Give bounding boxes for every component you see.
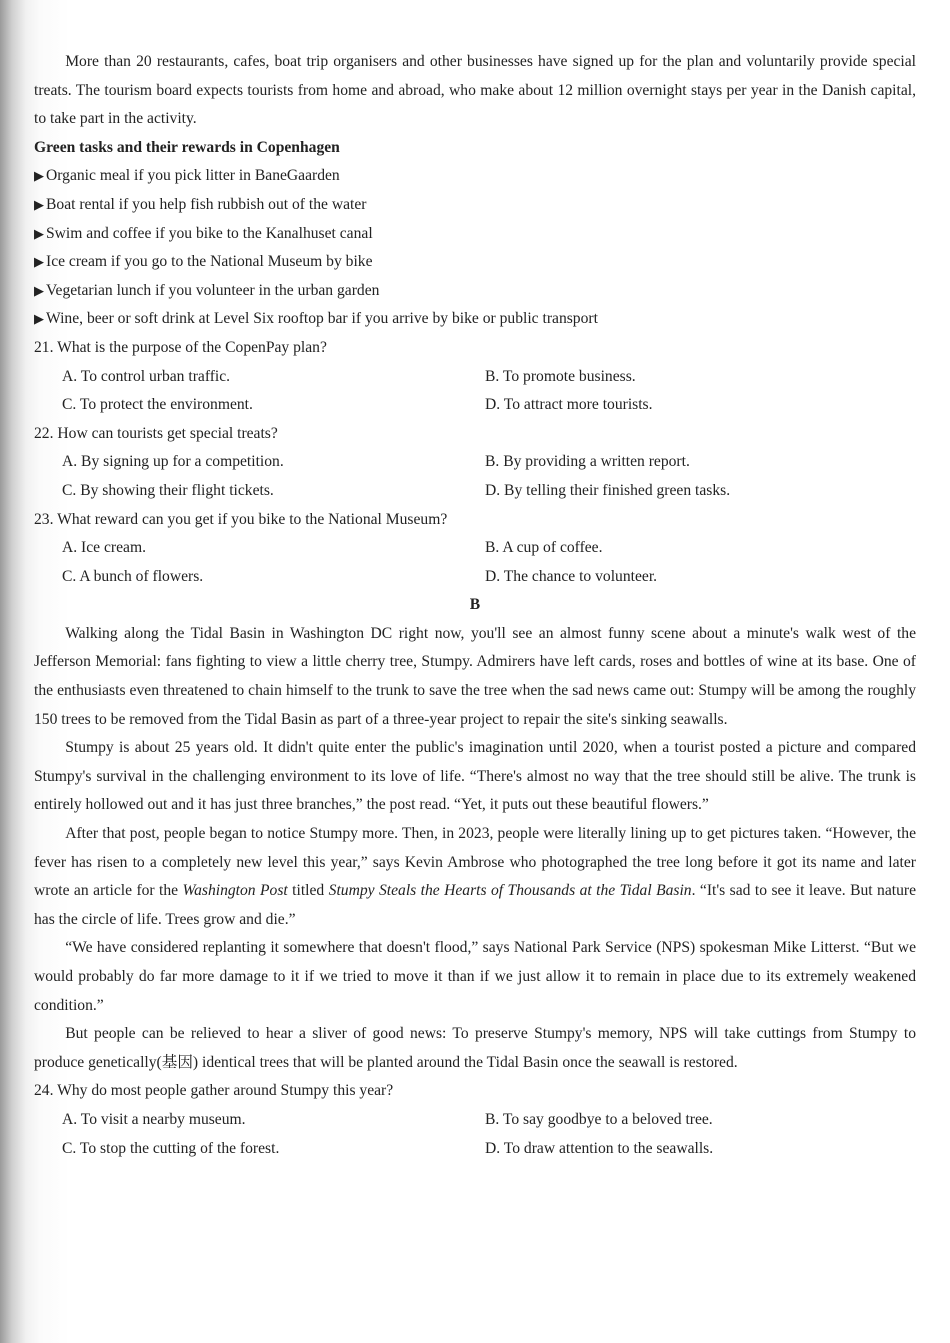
question-23: 23. What reward can you get if you bike to the National Museum? bbox=[34, 510, 448, 528]
task-text: Organic meal if you pick litter in BaneGaarden bbox=[46, 167, 340, 185]
q24-option-a: A. To visit a nearby museum. bbox=[62, 1110, 246, 1128]
task-text: Swim and coffee if you bike to the Kanalhuset canal bbox=[46, 224, 373, 242]
q22-option-b: B. By providing a written report. bbox=[485, 453, 690, 471]
paragraph-3-text-c: . “It's sad to see it leave. But nature has the circle of life. Trees grow and die.” bbox=[34, 882, 916, 928]
q21-options-row-2 bbox=[34, 391, 916, 420]
q23-options-row-2 bbox=[34, 563, 916, 592]
triangle-bullet-icon: ▶ bbox=[34, 196, 44, 212]
passage-b-paragraph-5: But people can be relieved to hear a sliver of good news: To preserve Stumpy's memory, NPS will take cuttings from Stumpy to produce genetically(基因) identical trees that will be planted around the Tidal Basin once the seawall is restored. bbox=[34, 1025, 916, 1071]
passage-b-paragraph-1: Walking along the Tidal Basin in Washington DC right now, you'll see an almost funny scene about a minute's walk west of the Jefferson Memorial: fans fighting to view a little cherry tree, Stumpy. Admirers have left cards, roses and bottles of wine at its base. One of the enthusiasts even threatened to chain himself to the trunk to save the tree when the sad news came out: Stumpy will be among the roughly 150 trees to be removed from the Tidal Basin as part of a three-year project to repair the site's sinking seawalls. bbox=[34, 624, 916, 728]
q23-options-row-1 bbox=[34, 534, 916, 563]
q24-options-row-1 bbox=[34, 1106, 916, 1135]
paragraph-3-text-a: After that post, people began to notice Stumpy more. Then, in 2023, people were literally lining up to get pictures taken. “However, the fever has risen to a completely new level this year,” says Kevin Ambrose who photographed the tree long before it got its name and later wrote an article for the bbox=[34, 825, 916, 900]
task-item bbox=[34, 220, 916, 249]
q24-option-b: B. To say goodbye to a beloved tree. bbox=[485, 1110, 713, 1128]
q24-option-c: C. To stop the cutting of the forest. bbox=[62, 1139, 280, 1157]
q21-option-b: B. To promote business. bbox=[485, 367, 636, 385]
task-text: Boat rental if you help fish rubbish out of the water bbox=[46, 195, 367, 213]
q23-option-c: C. A bunch of flowers. bbox=[62, 567, 204, 585]
question-22: 22. How can tourists get special treats? bbox=[34, 424, 278, 442]
task-item bbox=[34, 305, 916, 334]
q23-option-d: D. The chance to volunteer. bbox=[485, 567, 658, 585]
q22-option-a: A. By signing up for a competition. bbox=[62, 453, 284, 471]
triangle-bullet-icon: ▶ bbox=[34, 282, 44, 298]
task-item bbox=[34, 277, 916, 306]
triangle-bullet-icon: ▶ bbox=[34, 254, 44, 270]
q24-options-row-2 bbox=[34, 1135, 916, 1164]
section-b-title: B bbox=[469, 596, 481, 614]
passage-b-paragraph-4: “We have considered replanting it somewhere that doesn't flood,” says National Park Service (NPS) spokesman Mike Litterst. “But we would probably do far more damage to it if we tried to move it than if we just allow it to remain in place due to its extremely weakened condition.” bbox=[34, 939, 916, 1014]
passage-b-paragraph-2: Stumpy is about 25 years old. It didn't quite enter the public's imagination until 2020, when a tourist posted a picture and compared Stumpy's survival in the challenging environment to its love of life. “There's almost no way that the tree should still be alive. The trunk is entirely hollowed out and it has just three branches,” the post read. “Yet, it puts out these beautiful flowers.” bbox=[34, 739, 916, 814]
q22-options-row-2 bbox=[34, 477, 916, 506]
q21-option-a: A. To control urban traffic. bbox=[62, 367, 231, 385]
task-item bbox=[34, 191, 916, 220]
tasks-heading: Green tasks and their rewards in Copenhagen bbox=[34, 138, 340, 156]
q22-option-c: C. By showing their flight tickets. bbox=[62, 481, 274, 499]
q22-option-d: D. By telling their finished green tasks. bbox=[485, 481, 731, 499]
q21-options-row-1 bbox=[34, 363, 916, 392]
triangle-bullet-icon: ▶ bbox=[34, 168, 44, 184]
article-title: Stumpy Steals the Hearts of Thousands at the Tidal Basin bbox=[328, 882, 692, 900]
task-text: Wine, beer or soft drink at Level Six rooftop bar if you arrive by bike or public transport bbox=[46, 310, 598, 328]
intro-paragraph: More than 20 restaurants, cafes, boat trip organisers and other businesses have signed up for the plan and voluntarily provide special treats. The tourism board expects tourists from home and abroad, who make about 12 million overnight stays per year in the Danish capital, to take part in the activity. bbox=[34, 53, 916, 128]
page-content bbox=[34, 48, 916, 1163]
triangle-bullet-icon: ▶ bbox=[34, 225, 44, 241]
publication-name: Washington Post bbox=[182, 882, 288, 900]
q24-option-d: D. To draw attention to the seawalls. bbox=[485, 1139, 714, 1157]
task-text: Ice cream if you go to the National Museum by bike bbox=[46, 253, 373, 271]
task-item bbox=[34, 248, 916, 277]
paragraph-3-text-b: titled bbox=[287, 882, 329, 900]
q22-options-row-1 bbox=[34, 448, 916, 477]
question-21: 21. What is the purpose of the CopenPay plan? bbox=[34, 338, 327, 356]
task-item bbox=[34, 162, 916, 191]
question-24: 24. Why do most people gather around Stumpy this year? bbox=[34, 1082, 394, 1100]
q21-option-d: D. To attract more tourists. bbox=[485, 396, 653, 414]
task-text: Vegetarian lunch if you volunteer in the urban garden bbox=[46, 281, 380, 299]
q21-option-c: C. To protect the environment. bbox=[62, 396, 253, 414]
q23-option-b: B. A cup of coffee. bbox=[485, 539, 603, 557]
passage-b-paragraph-3 bbox=[34, 820, 916, 934]
q23-option-a: A. Ice cream. bbox=[62, 539, 146, 557]
triangle-bullet-icon: ▶ bbox=[34, 311, 44, 327]
